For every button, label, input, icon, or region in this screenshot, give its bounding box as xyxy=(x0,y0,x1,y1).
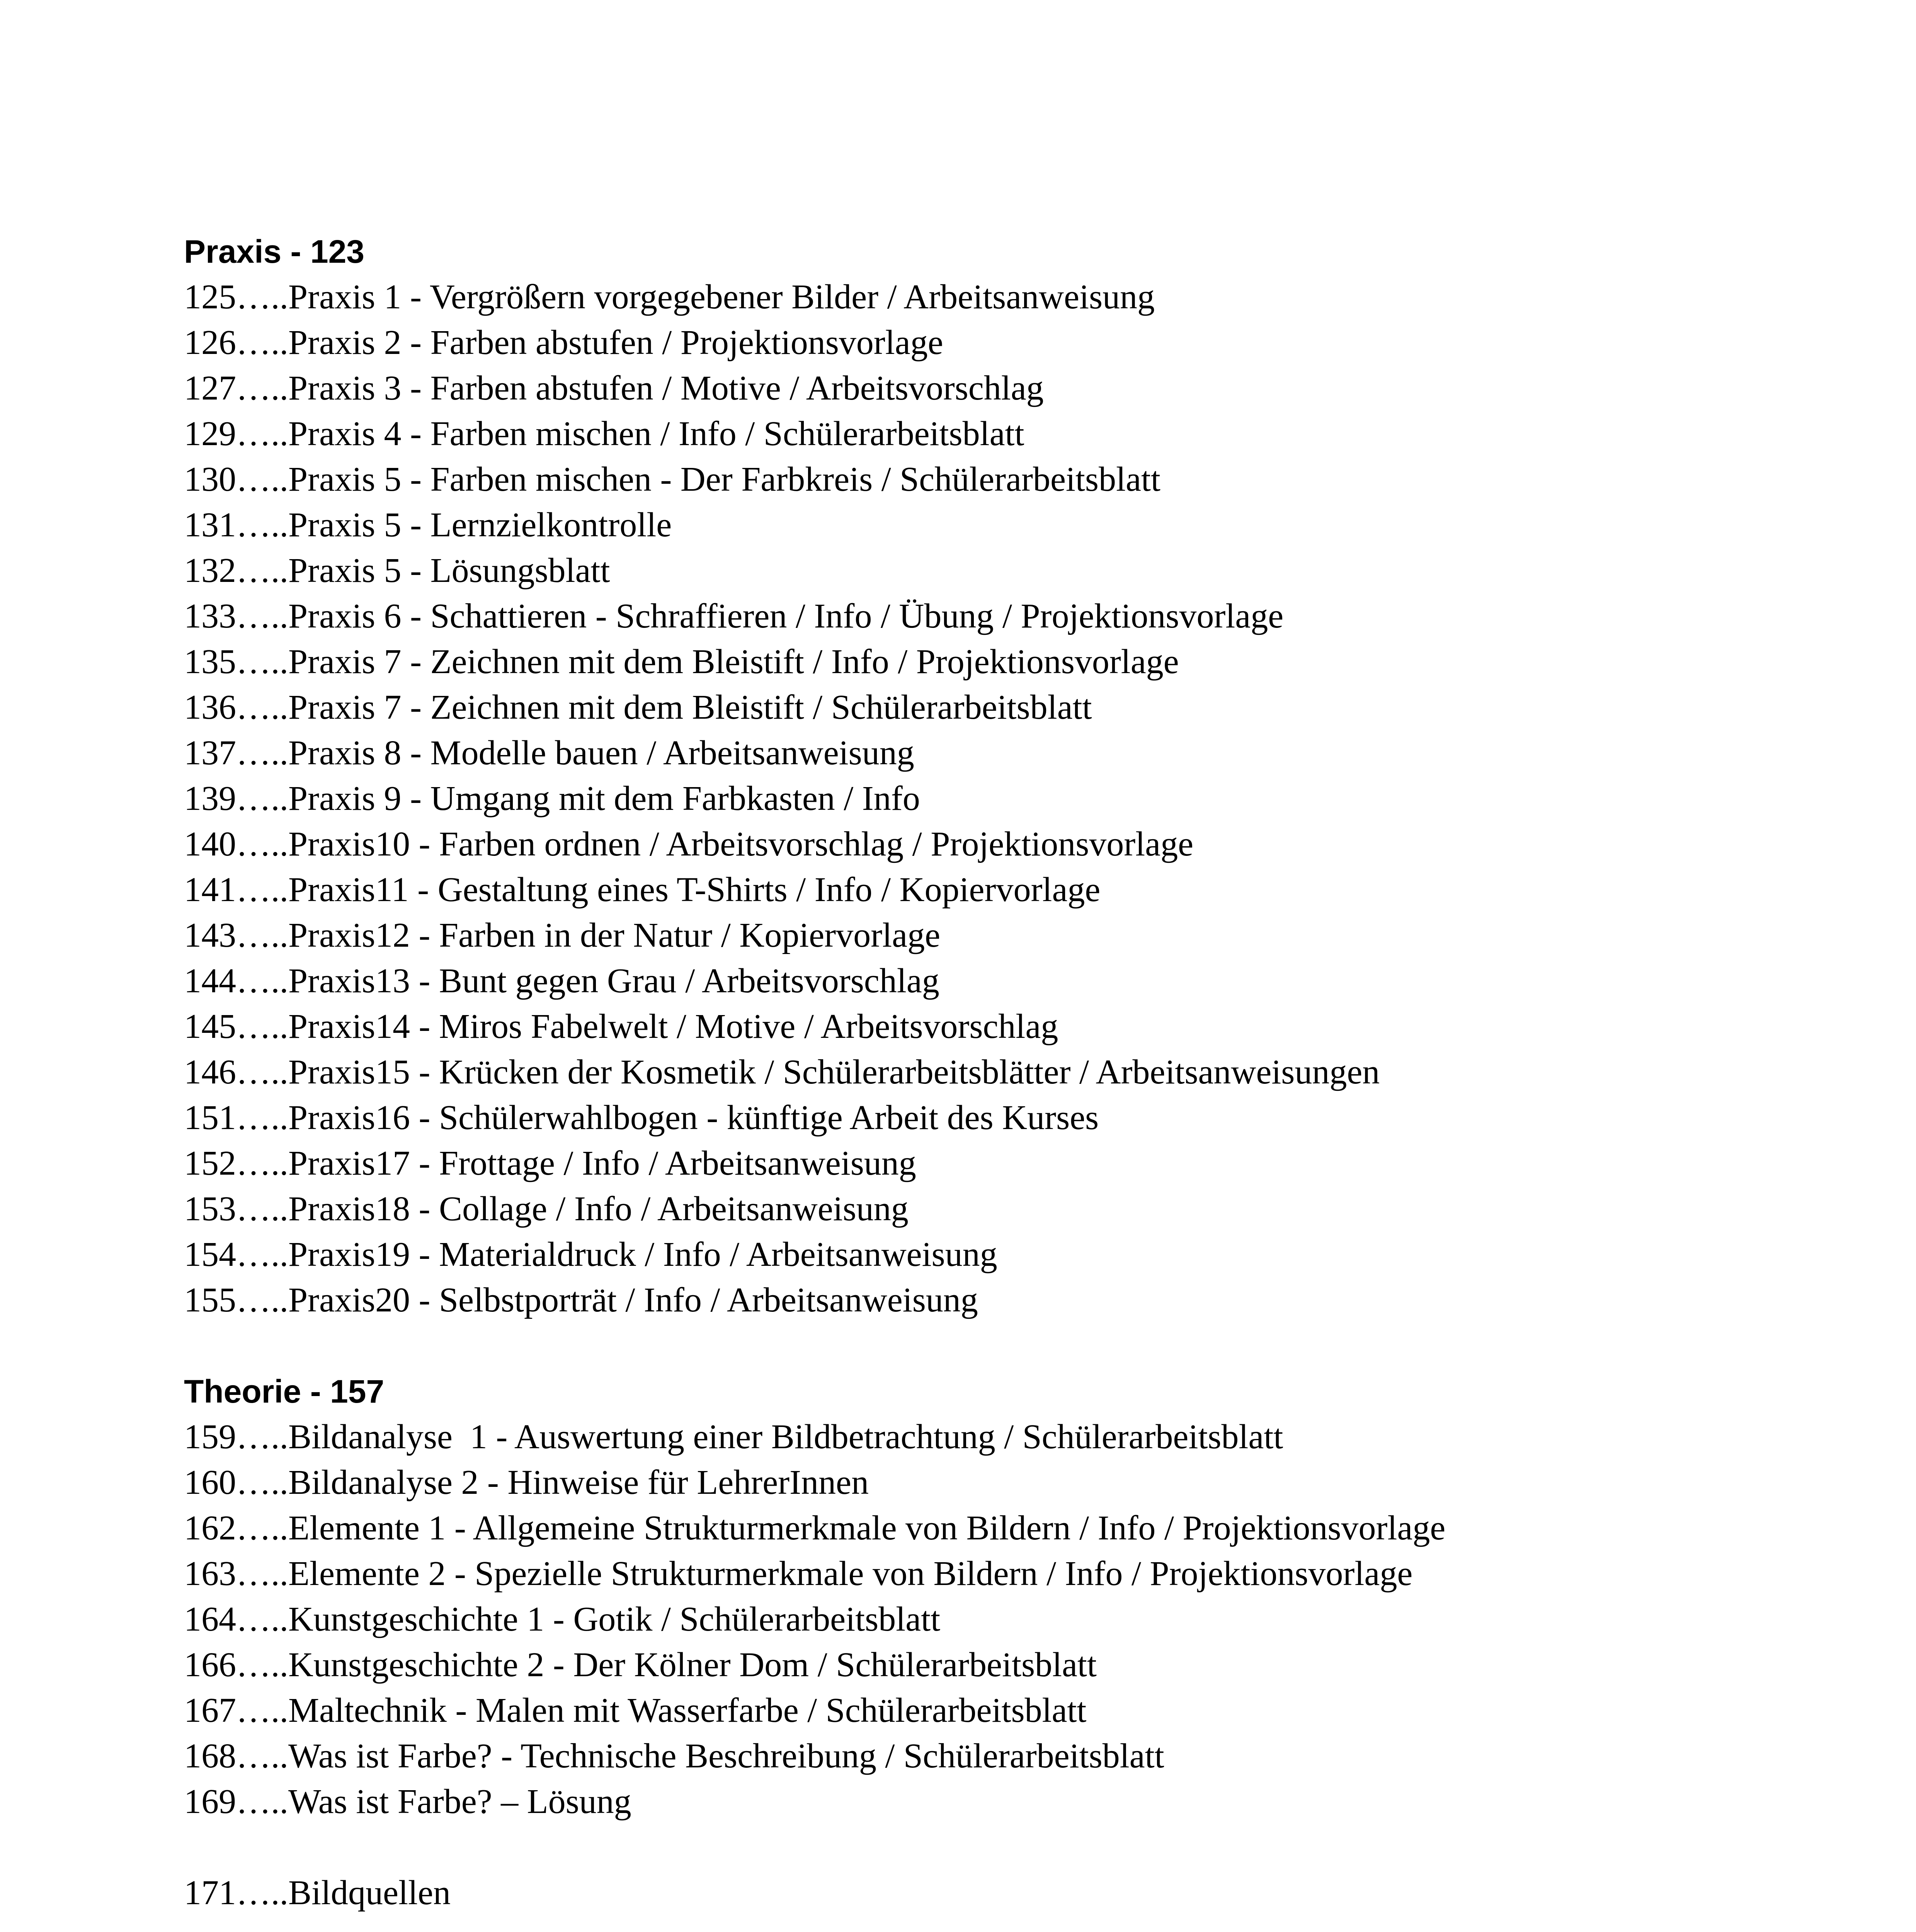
toc-entry: 136…..Praxis 7 - Zeichnen mit dem Bleistift / Schülerarbeitsblatt xyxy=(184,688,1092,726)
toc-entry: 167…..Maltechnik - Malen mit Wasserfarbe / Schülerarbeitsblatt xyxy=(184,1691,1087,1730)
toc-entry: 160…..Bildanalyse 2 - Hinweise für LehrerInnen xyxy=(184,1463,869,1502)
toc-entry: 145…..Praxis14 - Miros Fabelwelt / Motive / Arbeitsvorschlag xyxy=(184,1007,1058,1046)
toc-entry: 137…..Praxis 8 - Modelle bauen / Arbeitsanweisung xyxy=(184,734,914,772)
toc-entry: 152…..Praxis17 - Frottage / Info / Arbeitsanweisung xyxy=(184,1144,916,1182)
toc-entry: 135…..Praxis 7 - Zeichnen mit dem Bleistift / Info / Projektionsvorlage xyxy=(184,643,1179,681)
toc-entry: 140…..Praxis10 - Farben ordnen / Arbeitsvorschlag / Projektionsvorlage xyxy=(184,825,1194,863)
toc-entry: 159…..Bildanalyse 1 - Auswertung einer Bildbetrachtung / Schülerarbeitsblatt xyxy=(184,1418,1283,1456)
toc-entry: 139…..Praxis 9 - Umgang mit dem Farbkasten / Info xyxy=(184,779,920,818)
toc-entry: 166…..Kunstgeschichte 2 - Der Kölner Dom / Schülerarbeitsblatt xyxy=(184,1646,1097,1684)
section-heading-praxis: Praxis - 123 xyxy=(184,233,365,270)
toc-entry: 131…..Praxis 5 - Lernzielkontrolle xyxy=(184,506,672,544)
toc-entry: 154…..Praxis19 - Materialdruck / Info / Arbeitsanweisung xyxy=(184,1235,997,1274)
toc-entry: 151…..Praxis16 - Schülerwahlbogen - künftige Arbeit des Kurses xyxy=(184,1099,1099,1137)
toc-entry: 155…..Praxis20 - Selbstporträt / Info / Arbeitsanweisung xyxy=(184,1281,978,1319)
toc-entry: 125…..Praxis 1 - Vergrößern vorgegebener Bilder / Arbeitsanweisung xyxy=(184,278,1155,316)
section-heading-theorie: Theorie - 157 xyxy=(184,1373,385,1410)
section-entries-praxis xyxy=(184,274,1807,1323)
toc-entry: 153…..Praxis18 - Collage / Info / Arbeitsanweisung xyxy=(184,1190,909,1228)
toc-entry: 164…..Kunstgeschichte 1 - Gotik / Schülerarbeitsblatt xyxy=(184,1600,941,1638)
toc-entry: 127…..Praxis 3 - Farben abstufen / Motive / Arbeitsvorschlag xyxy=(184,369,1044,407)
toc-entry: 129…..Praxis 4 - Farben mischen / Info / Schülerarbeitsblatt xyxy=(184,415,1024,453)
toc-entry: 146…..Praxis15 - Krücken der Kosmetik / Schülerarbeitsblätter / Arbeitsanweisungen xyxy=(184,1053,1380,1091)
toc-entry: 168…..Was ist Farbe? - Technische Beschreibung / Schülerarbeitsblatt xyxy=(184,1737,1164,1775)
toc-entry: 130…..Praxis 5 - Farben mischen - Der Farbkreis / Schülerarbeitsblatt xyxy=(184,460,1160,498)
toc-entry: 162…..Elemente 1 - Allgemeine Strukturmerkmale von Bildern / Info / Projektionsvorlage xyxy=(184,1509,1446,1547)
toc-entry: 141…..Praxis11 - Gestaltung eines T-Shirts / Info / Kopiervorlage xyxy=(184,871,1101,909)
section-spacer xyxy=(184,1825,1807,1870)
toc-entry: 133…..Praxis 6 - Schattieren - Schraffieren / Info / Übung / Projektionsvorlage xyxy=(184,597,1284,635)
toc-entry: 126…..Praxis 2 - Farben abstufen / Projektionsvorlage xyxy=(184,323,943,362)
toc-entry: 169…..Was ist Farbe? – Lösung xyxy=(184,1782,631,1821)
toc-entry: 144…..Praxis13 - Bunt gegen Grau / Arbeitsvorschlag xyxy=(184,962,939,1000)
section-spacer xyxy=(184,1323,1807,1369)
toc-entry-bildquellen: 171…..Bildquellen xyxy=(184,1874,451,1912)
section-entries-theorie xyxy=(184,1414,1807,1825)
toc-entry: 143…..Praxis12 - Farben in der Natur / Kopiervorlage xyxy=(184,916,941,954)
toc-entry: 132…..Praxis 5 - Lösungsblatt xyxy=(184,551,610,590)
toc-entry: 163…..Elemente 2 - Spezielle Strukturmerkmale von Bildern / Info / Projektionsvorlage xyxy=(184,1554,1413,1593)
table-of-contents xyxy=(184,229,1807,1916)
